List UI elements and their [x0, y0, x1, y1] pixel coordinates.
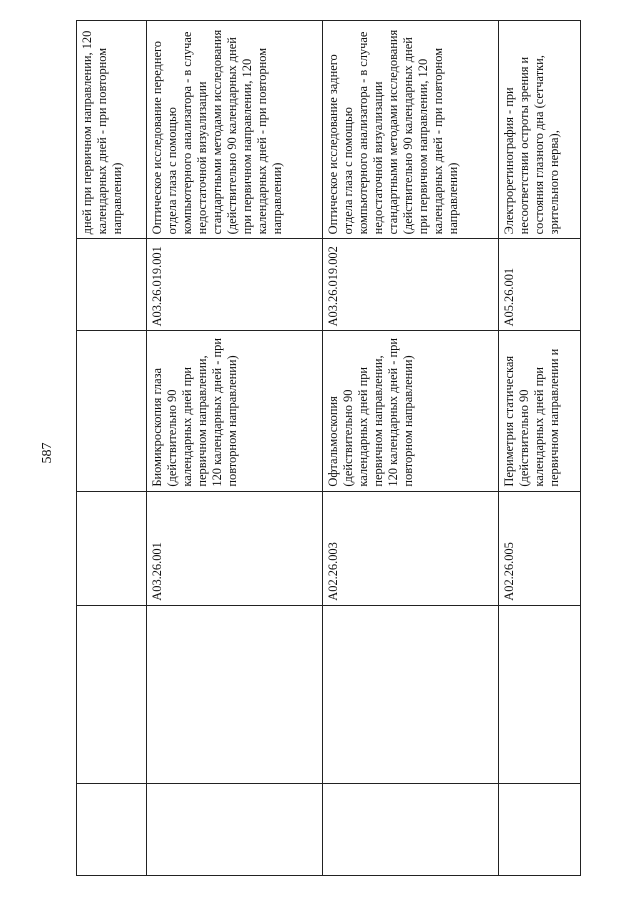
service-description: Офтальмоскопия (действительно 90 календарных дней при первичном направлении, 120 календарных дней - при повторном направлении) [323, 331, 499, 491]
table-cell: дней при первичном направлении, 120 календарных дней - при повторном направлении) [77, 21, 147, 239]
table-cell [323, 605, 499, 783]
table-cell [323, 783, 499, 875]
table-cell [77, 239, 147, 331]
service-code: A02.26.005 [499, 491, 581, 605]
table-row [147, 21, 323, 876]
alternative-service-code: A03.26.019.001 [147, 239, 323, 331]
alternative-service-description: Оптическое исследование переднего отдела глаза с помощью компьютерного анализатора - в случае недостаточной визуализации стандартными методами исследования (действительно 90 календарных дней при первичном направлении, 120 календарных дней - при повторном направлении) [147, 21, 323, 239]
table-row [499, 21, 581, 876]
table-cell [77, 491, 147, 605]
table-cell [77, 783, 147, 875]
alternative-service-description: Электроретинография - при несоответствии остроты зрения и состояния глазного дна (сетчатки, зрительного нерва), [499, 21, 581, 239]
rotated-table-container [76, 20, 580, 876]
table-cell [147, 783, 323, 875]
page-number: 587 [40, 442, 55, 464]
table-row [323, 21, 499, 876]
table-cell [77, 605, 147, 783]
alternative-service-code: A03.26.019.002 [323, 239, 499, 331]
alternative-service-description: Оптическое исследование заднего отдела глаза с помощью компьютерного анализатора - в случае недостаточной визуализации стандартными методами исследования (действительно 90 календарных дней при первичном направлении, 120 календарных дней - при повторном направлении) [323, 21, 499, 239]
service-description: Биомикроскопия глаза (действительно 90 календарных дней при первичном направлении, 120 календарных дней - при повторном направлении) [147, 331, 323, 491]
table-row [77, 21, 147, 876]
alternative-service-code: A05.26.001 [499, 239, 581, 331]
table-cell [77, 331, 147, 491]
service-code: A03.26.001 [147, 491, 323, 605]
service-description: Периметрия статическая (действительно 90 календарных дней при первичном направлении и [499, 331, 581, 491]
services-table [76, 20, 581, 876]
service-code: A02.26.003 [323, 491, 499, 605]
table-cell [499, 783, 581, 875]
table-cell [499, 605, 581, 783]
table-cell [147, 605, 323, 783]
